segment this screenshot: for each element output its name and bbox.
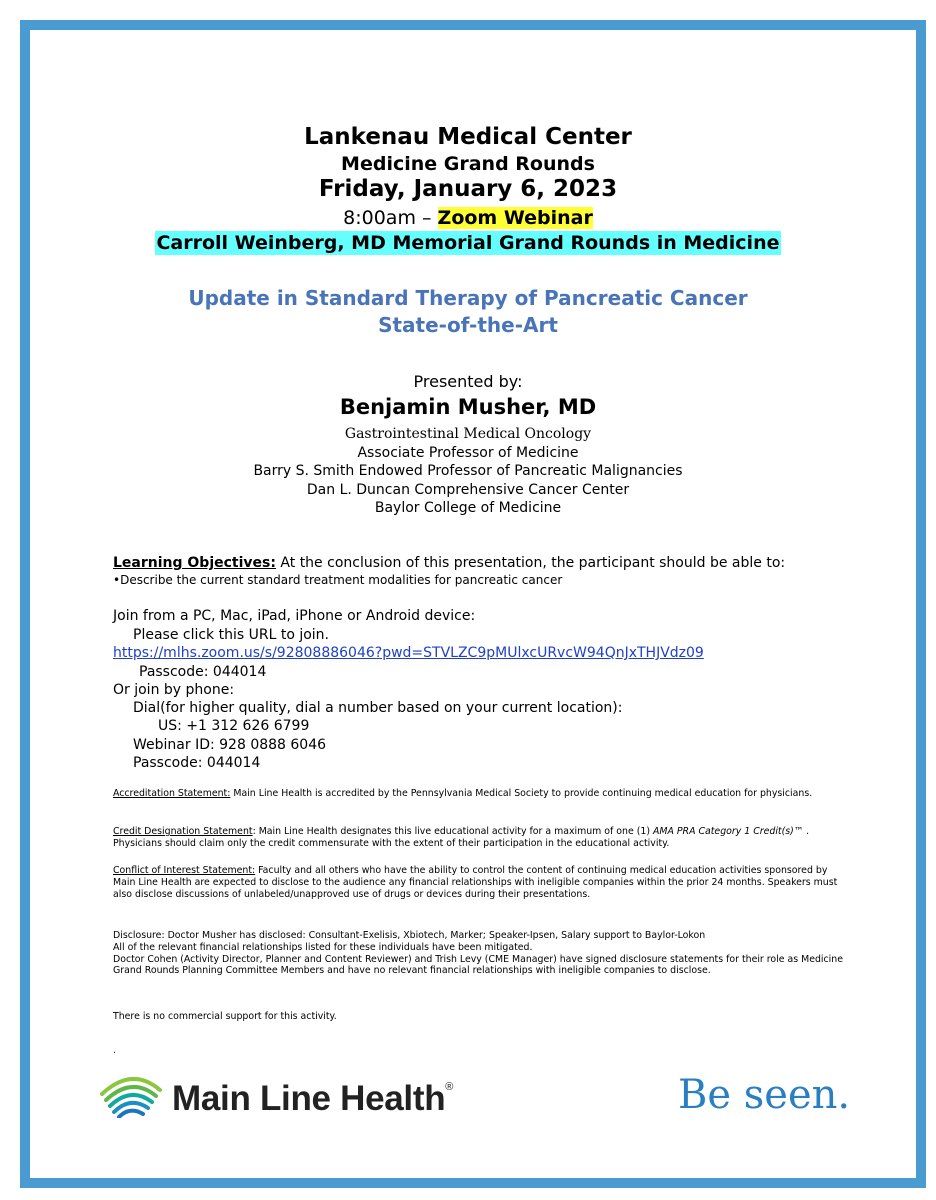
credit-label: Credit Designation Statement [113, 826, 253, 837]
learning-objectives-intro: At the conclusion of this presentation, the participant should be able to: [275, 555, 786, 571]
phone-join-label: Or join by phone: [113, 682, 235, 698]
accreditation-label: Accreditation Statement: [113, 788, 231, 799]
join-instructions: Join from a PC, Mac, iPad, iPhone or Android device: [113, 608, 476, 624]
credit-category: AMA PRA Category 1 Credit(s) [653, 826, 794, 837]
talk-title-line1: Update in Standard Therapy of Pancreatic Cancer [188, 286, 748, 310]
main-line-health-logo-icon [98, 1066, 162, 1118]
us-phone-number: US: +1 312 626 6799 [158, 718, 310, 734]
disclosure-line: Disclosure: Doctor Musher has disclosed: Consultant-Exelisis, Xbiotech, Marker; Speaker-Ipsen, Salary support to Baylor-Lokon [113, 930, 706, 941]
learning-objectives [113, 555, 785, 571]
coi-text: Faculty and all others who have the ability to control the content of continuing medical education activities sponsored by Main Line Health are expected to disclose to the audience any financial relationships with ineligible companies within the prior 24 months. Speakers must also disclose discussions of unlabeled/unapproved use of drugs or devices during their presentations. [113, 865, 838, 900]
accreditation-statement [113, 788, 848, 800]
accreditation-text: Main Line Health is accredited by the Pennsylvania Medical Society to provide continuing medical education for physicians. [230, 788, 813, 799]
org-name: Lankenau Medical Center [304, 124, 632, 150]
series-name: Medicine Grand Rounds [341, 153, 595, 175]
passcode: Passcode: 044014 [133, 755, 261, 771]
conflict-of-interest-statement [113, 865, 848, 900]
time-text: 8:00am – [343, 207, 438, 229]
disclosure-line: All of the relevant financial relationships listed for these individuals have been mitigated. [113, 941, 533, 953]
webinar-id: Webinar ID: 928 0888 6046 [133, 737, 327, 753]
zoom-link[interactable]: https://mlhs.zoom.us/s/92808886046?pwd=STVLZC9pMUlxcURvcW94QnJxTHJVdz09 [113, 645, 704, 661]
commercial-support-statement: There is no commercial support for this activity. [113, 1011, 337, 1022]
stray-mark: . [113, 1046, 116, 1056]
talk-title-line2: State-of-the-Art [378, 313, 558, 337]
tagline: Be seen. [678, 1072, 851, 1118]
disclosure-line: Doctor Cohen (Activity Director, Planner and Content Reviewer) and Trish Levy (CME Manager) have signed disclosure statements for their role as Medicine Grand Rounds Planning Committee Members and have no relevant financial relationships with ineligible companies to disclose. [113, 953, 843, 977]
affiliation: Barry S. Smith Endowed Professor of Pancreatic Malignancies [253, 463, 683, 479]
affiliation: Dan L. Duncan Comprehensive Cancer Center [306, 482, 630, 498]
event-time [0, 207, 936, 229]
disclosure-block [113, 930, 848, 977]
objective-item: •Describe the current standard treatment modalities for pancreatic cancer [113, 573, 563, 587]
affiliation: Associate Professor of Medicine [357, 445, 579, 461]
credit-statement [113, 826, 848, 850]
affiliation: Gastrointestinal Medical Oncology [344, 426, 592, 442]
coi-label: Conflict of Interest Statement: [113, 865, 256, 876]
passcode: Passcode: 044014 [139, 664, 267, 680]
format-highlight: Zoom Webinar [437, 207, 593, 229]
affiliation: Baylor College of Medicine [374, 500, 562, 516]
presented-by-label: Presented by: [413, 372, 523, 391]
click-url-text: Please click this URL to join. [133, 627, 330, 643]
dial-instructions: Dial(for higher quality, dial a number based on your current location): [133, 700, 623, 716]
credit-text: : Main Line Health designates this live educational activity for a maximum of one (1) [252, 826, 653, 837]
brand-text: Main Line Health [172, 1079, 446, 1118]
memorial-title [0, 232, 936, 254]
registered-mark: ® [445, 1081, 454, 1093]
memorial-highlight: Carroll Weinberg, MD Memorial Grand Rounds in Medicine [156, 232, 780, 254]
learning-objectives-label: Learning Objectives: [113, 555, 276, 571]
credit-text-end: ™ . Physicians should claim only the credit commensurate with the extent of their participation in the educational activity. [113, 826, 810, 849]
brand-name [172, 1079, 453, 1119]
event-date: Friday, January 6, 2023 [318, 176, 618, 202]
speaker-name: Benjamin Musher, MD [339, 395, 597, 419]
